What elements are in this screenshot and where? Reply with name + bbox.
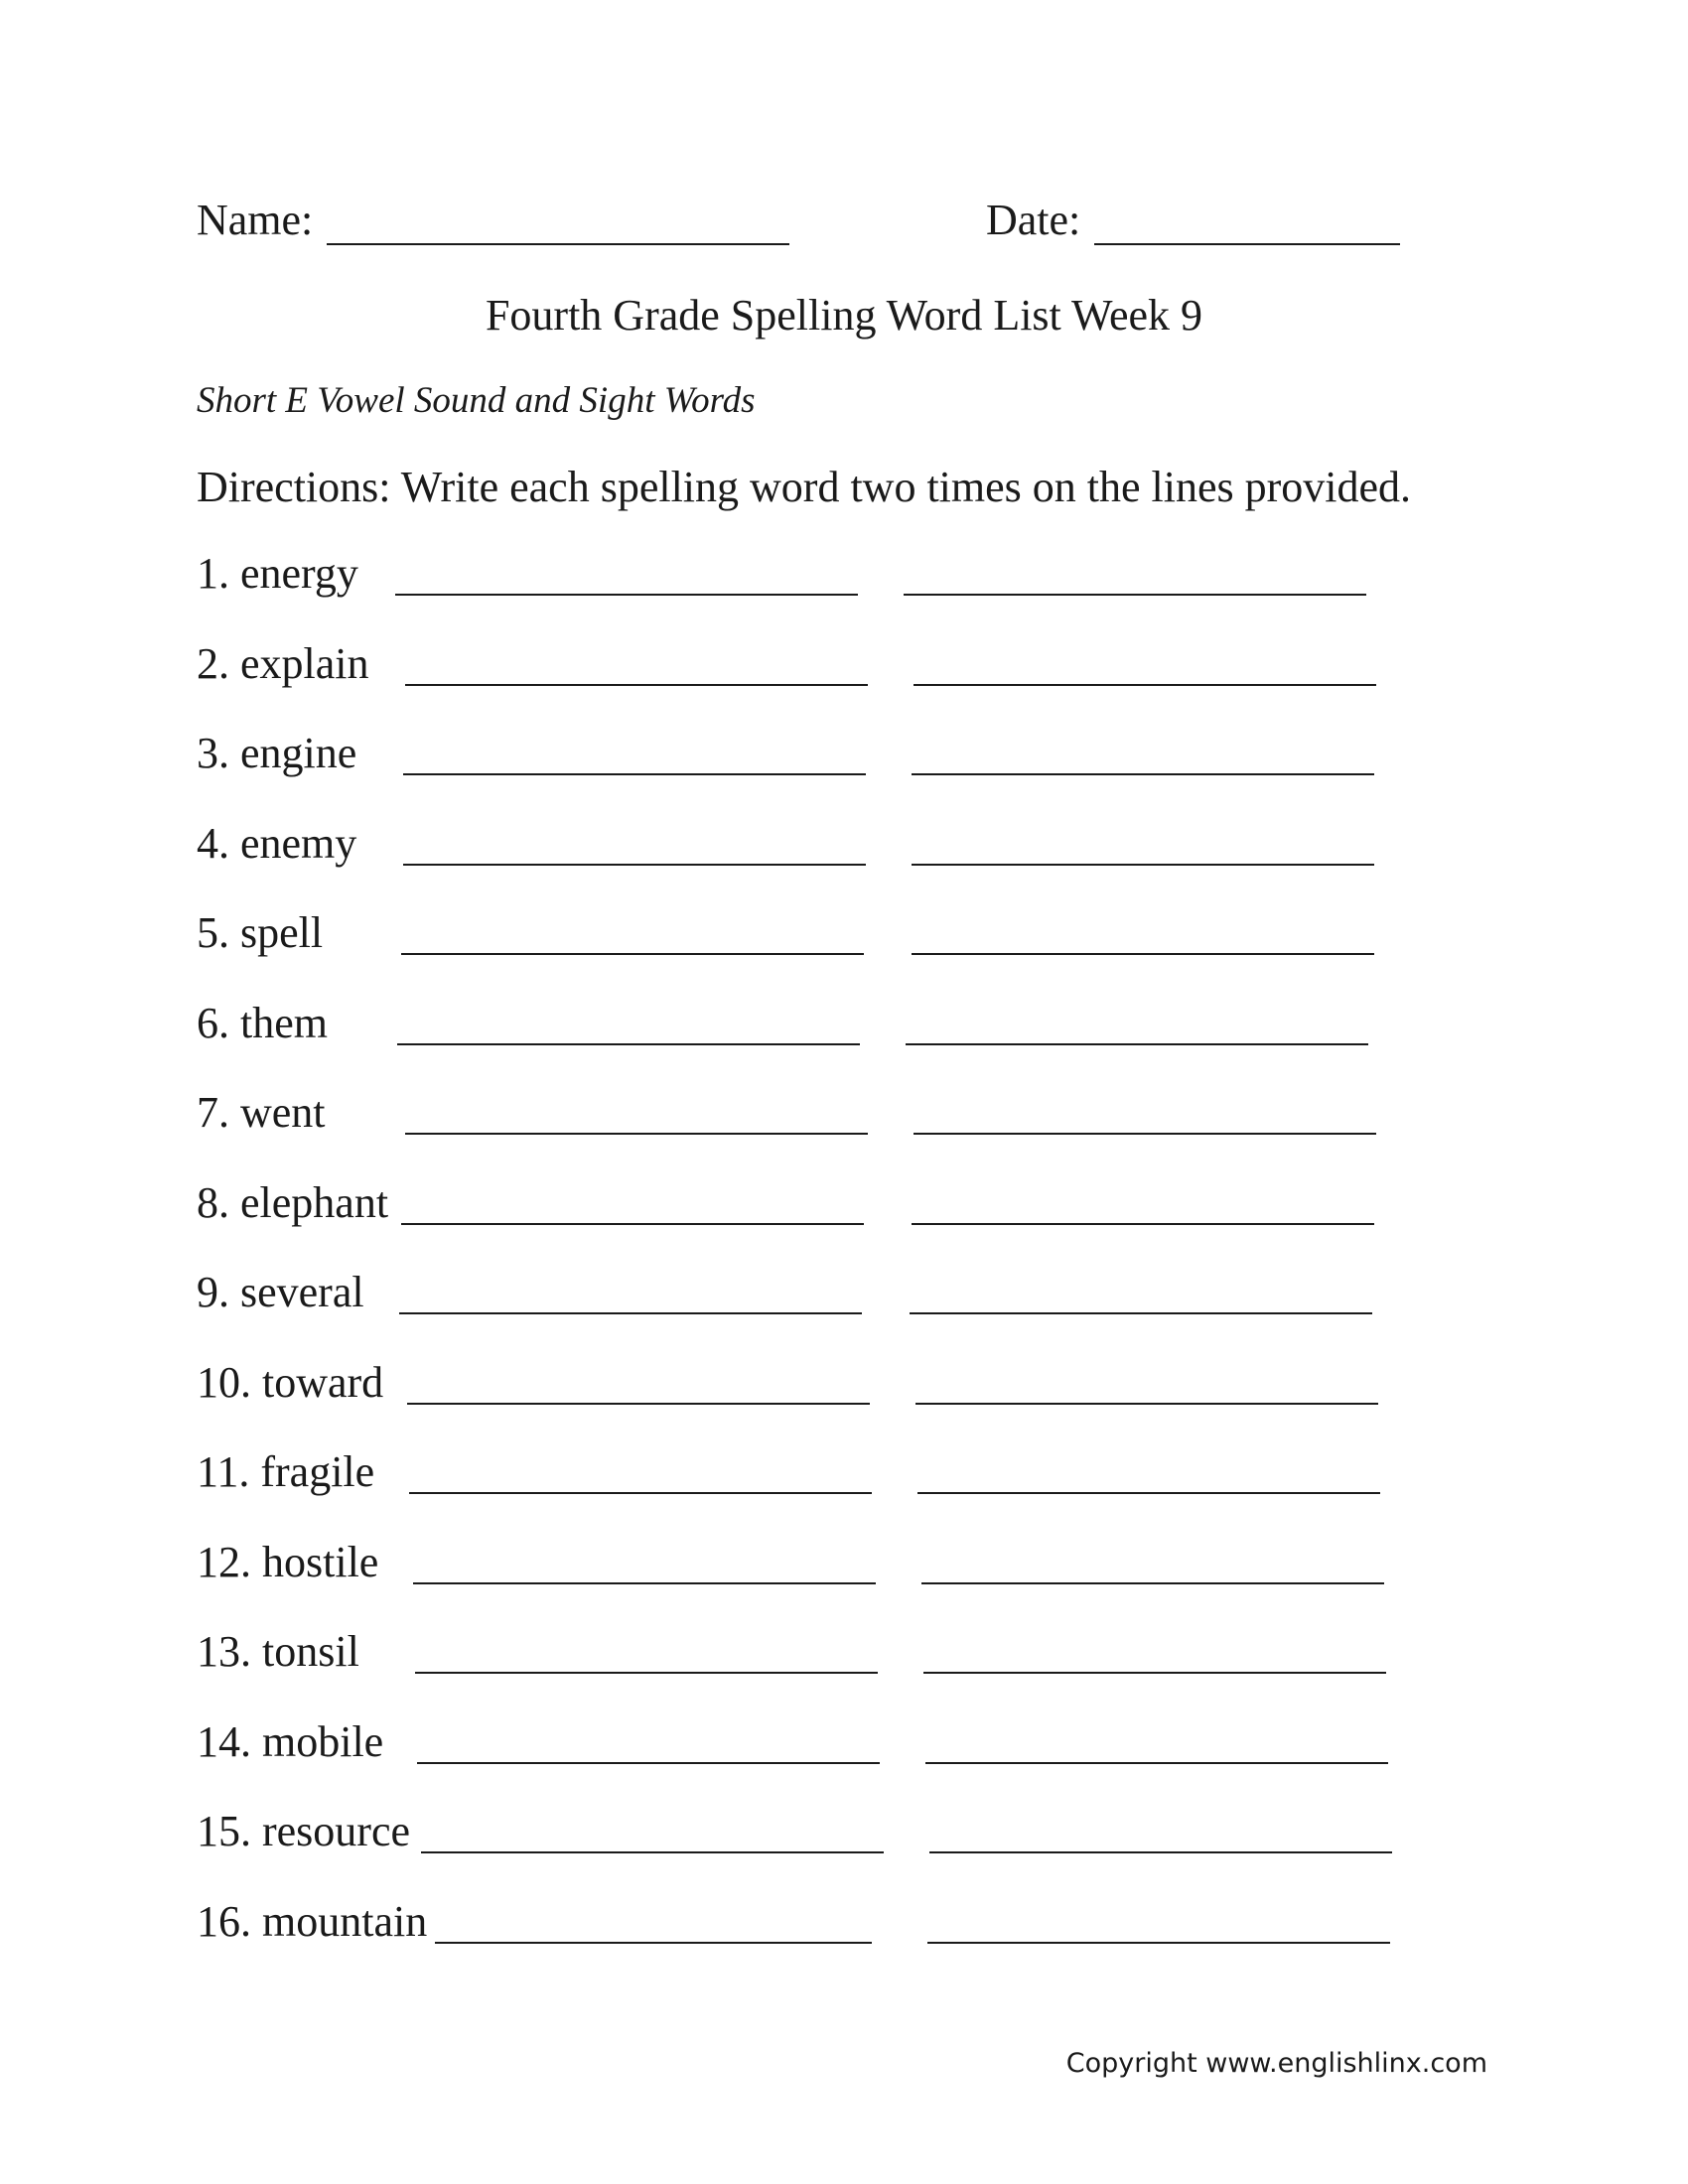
word-label: 8. elephant (197, 1177, 389, 1227)
write-line-first[interactable] (413, 1582, 876, 1584)
page-title: Fourth Grade Spelling Word List Week 9 (485, 291, 1203, 340)
write-line-second[interactable] (923, 1672, 1386, 1674)
write-line-second[interactable] (912, 953, 1374, 955)
write-line-second[interactable] (914, 684, 1376, 686)
word-label: 3. engine (197, 729, 357, 777)
write-line-first[interactable] (405, 1133, 868, 1135)
write-line-first[interactable] (435, 1942, 872, 1944)
write-line-first[interactable] (417, 1762, 880, 1764)
write-line-first[interactable] (401, 953, 864, 955)
write-line-first[interactable] (395, 594, 858, 596)
word-row (197, 1806, 1428, 1896)
write-line-second[interactable] (910, 1312, 1372, 1314)
word-label: 10. toward (197, 1357, 384, 1407)
date-field (986, 195, 1400, 245)
write-line-second[interactable] (912, 1223, 1374, 1225)
word-label: 11. fragile (197, 1447, 375, 1496)
header-row (197, 195, 1408, 254)
word-row (197, 1896, 1428, 1986)
word-label: 2. explain (197, 638, 369, 688)
directions-text: Directions: Write each spelling word two times on the lines provided. (197, 463, 1412, 511)
write-line-first[interactable] (397, 1043, 860, 1045)
word-label: 9. several (197, 1268, 364, 1316)
write-line-second[interactable] (914, 1133, 1376, 1135)
word-label: 14. mobile (197, 1716, 384, 1766)
word-row (197, 1446, 1428, 1537)
write-line-second[interactable] (915, 1403, 1378, 1405)
word-label: 1. energy (197, 549, 358, 598)
page-subtitle: Short E Vowel Sound and Sight Words (197, 380, 756, 421)
write-line-first[interactable] (401, 1223, 864, 1225)
word-row (197, 907, 1428, 998)
write-line-second[interactable] (917, 1492, 1380, 1494)
word-label: 7. went (197, 1088, 326, 1137)
write-line-second[interactable] (927, 1942, 1390, 1944)
word-row (197, 1267, 1428, 1357)
write-line-first[interactable] (409, 1492, 872, 1494)
word-label: 4. enemy (197, 818, 357, 868)
word-label: 12. hostile (197, 1537, 379, 1586)
date-label: Date: (986, 196, 1081, 244)
write-line-second[interactable] (929, 1851, 1392, 1853)
write-line-second[interactable] (912, 773, 1374, 775)
word-row (197, 728, 1428, 818)
word-row (197, 1357, 1428, 1447)
word-label: 6. them (197, 998, 328, 1047)
word-row (197, 818, 1428, 908)
word-list (197, 548, 1428, 1985)
write-line-first[interactable] (415, 1672, 878, 1674)
word-row (197, 1177, 1428, 1268)
word-row (197, 1537, 1428, 1627)
write-line-second[interactable] (906, 1043, 1368, 1045)
word-label: 13. tonsil (197, 1627, 359, 1676)
name-blank[interactable] (327, 200, 789, 245)
word-row (197, 638, 1428, 729)
word-row (197, 548, 1428, 638)
word-row (197, 1626, 1428, 1716)
name-label: Name: (197, 196, 314, 244)
write-line-first[interactable] (403, 773, 866, 775)
word-label: 5. spell (197, 908, 324, 957)
copyright-notice: Copyright www.englishlinx.com (1065, 2048, 1487, 2079)
word-row (197, 998, 1428, 1088)
word-label: 16. mountain (197, 1896, 428, 1946)
write-line-second[interactable] (921, 1582, 1384, 1584)
write-line-first[interactable] (403, 864, 866, 866)
write-line-first[interactable] (421, 1851, 884, 1853)
word-row (197, 1087, 1428, 1177)
name-field (197, 195, 789, 245)
write-line-second[interactable] (912, 864, 1374, 866)
write-line-first[interactable] (407, 1403, 870, 1405)
date-blank[interactable] (1094, 200, 1400, 245)
write-line-second[interactable] (925, 1762, 1388, 1764)
word-row (197, 1716, 1428, 1807)
write-line-first[interactable] (399, 1312, 862, 1314)
word-label: 15. resource (197, 1807, 411, 1855)
write-line-first[interactable] (405, 684, 868, 686)
write-line-second[interactable] (904, 594, 1366, 596)
